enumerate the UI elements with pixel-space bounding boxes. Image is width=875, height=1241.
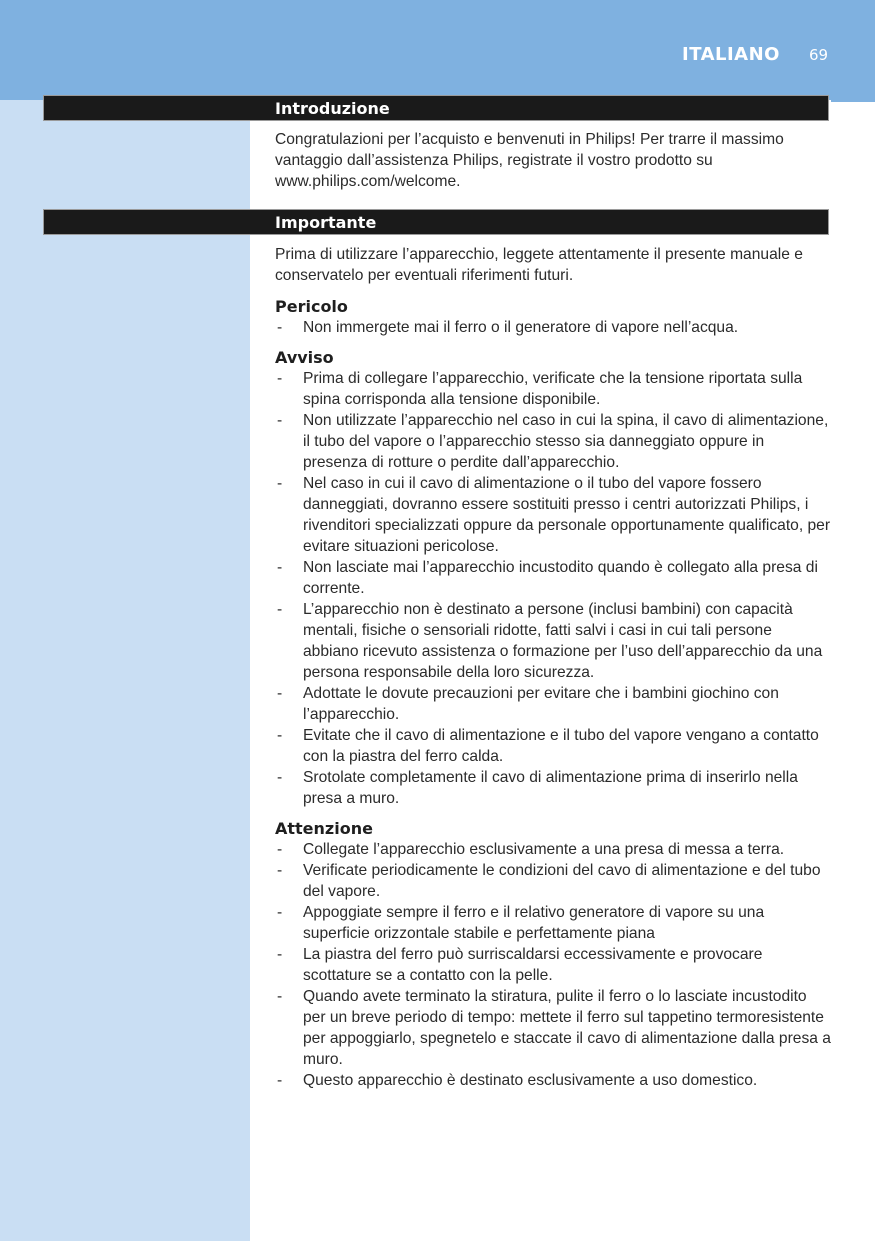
section-title-important: Importante xyxy=(275,213,377,232)
caution-list xyxy=(275,839,831,1091)
list-item: - L’apparecchio non è destinato a persone (inclusi bambini) con capacità mentali, fisiche o sensoriali ridotte, fatti salvi i casi in cui tali persone abbiano ricevuto assistenza o formazione per l’uso dell’apparecchio da una persona responsabile della loro sicurezza. xyxy=(275,599,831,683)
list-item: - La piastra del ferro può surriscaldarsi eccessivamente e provocare scottature se a contatto con la pelle. xyxy=(275,944,831,986)
danger-heading: Pericolo xyxy=(275,297,348,316)
section-bar-intro xyxy=(43,95,829,121)
language-label: ITALIANO xyxy=(682,44,780,65)
intro-body xyxy=(275,129,831,192)
list-item: - Collegate l’apparecchio esclusivamente a una presa di messa a terra. xyxy=(275,839,831,860)
danger-list xyxy=(275,317,831,338)
section-bar-important xyxy=(43,209,829,235)
warning-list xyxy=(275,368,831,809)
list-item: - Non lasciate mai l’apparecchio incustodito quando è collegato alla presa di corrente. xyxy=(275,557,831,599)
warning-heading: Avviso xyxy=(275,348,334,367)
list-item: - Questo apparecchio è destinato esclusivamente a uso domestico. xyxy=(275,1070,831,1091)
page-number: 69 xyxy=(809,46,829,64)
list-item: - Adottate le dovute precauzioni per evitare che i bambini giochino con l’apparecchio. xyxy=(275,683,831,725)
list-item: - Appoggiate sempre il ferro e il relativo generatore di vapore su una superficie orizzontale stabile e perfettamente piana xyxy=(275,902,831,944)
list-item: - Nel caso in cui il cavo di alimentazione o il tubo del vapore fossero danneggiati, dovranno essere sostituiti presso i centri autorizzati Philips, i rivenditori specializzati oppure da personale opportunamente qualificato, per evitare situazioni pericolose. xyxy=(275,473,831,557)
list-item: - Prima di collegare l’apparecchio, verificate che la tensione riportata sulla spina corrisponda alla tensione disponibile. xyxy=(275,368,831,410)
list-item: - Non immergete mai il ferro o il generatore di vapore nell’acqua. xyxy=(275,317,831,338)
intro-text: Congratulazioni per l’acquisto e benvenuti in Philips! Per trarre il massimo vantaggio dall’assistenza Philips, registrate il vostro prodotto su www.philips.com/welcome. xyxy=(275,131,784,190)
list-item: - Non utilizzate l’apparecchio nel caso in cui la spina, il cavo di alimentazione, il tubo del vapore o l’apparecchio stesso sia danneggiato oppure in presenza di rotture o perdite dall’apparecchio. xyxy=(275,410,831,473)
left-margin-column xyxy=(0,100,250,1241)
header-corner xyxy=(831,92,875,102)
section-title-intro: Introduzione xyxy=(275,99,390,118)
list-item: - Verificate periodicamente le condizioni del cavo di alimentazione e del tubo del vapore. xyxy=(275,860,831,902)
important-text: Prima di utilizzare l’apparecchio, leggete attentamente il presente manuale e conservatelo per eventuali riferimenti futuri. xyxy=(275,246,803,284)
list-item: - Quando avete terminato la stiratura, pulite il ferro o lo lasciate incustodito per un breve periodo di tempo: mettete il ferro sul tappetino termoresistente per appoggiarlo, spegnetelo e staccate il cavo di alimentazione dalla presa a muro. xyxy=(275,986,831,1070)
caution-heading: Attenzione xyxy=(275,819,373,838)
list-item: - Srotolate completamente il cavo di alimentazione prima di inserirlo nella presa a muro. xyxy=(275,767,831,809)
important-body xyxy=(275,244,831,1091)
list-item: - Evitate che il cavo di alimentazione e il tubo del vapore vengano a contatto con la piastra del ferro calda. xyxy=(275,725,831,767)
